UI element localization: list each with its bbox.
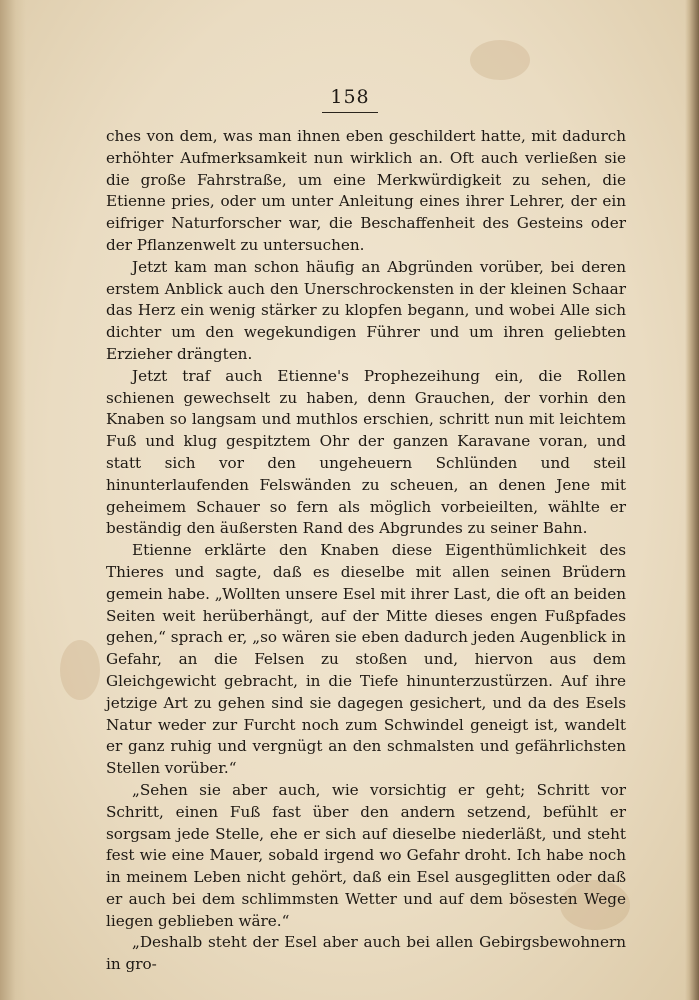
header-rule bbox=[322, 112, 378, 113]
page-edge-shadow bbox=[685, 0, 699, 1000]
paragraph: Etienne erklärte den Knaben diese Eigenthümlichkeit des Thieres und sagte, daß es dieselbe mit allen seinen Brüdern gemein habe. „Wollten unsere Esel mit ihrer Last, die oft an beiden Seiten weit herüberhängt, auf der Mitte dieses engen Fußpfades gehen,“ sprach er, „so wären sie eben dadurch jeden Augenblick in Gefahr, an die Felsen zu stoßen und, hiervon aus dem Gleichgewicht gebracht, in die Tiefe hinunterzustürzen. Auf ihre jetzige Art zu gehen sind sie dagegen gesichert, und da des Esels Natur weder zur Furcht noch zum Schwindel geneigt ist, wandelt er ganz ruhig und vergnügt an den schmalsten und gefährlichsten Stellen vorüber.“ bbox=[106, 541, 626, 778]
foxing-stain bbox=[60, 640, 100, 700]
foxing-stain bbox=[470, 40, 530, 80]
page-number: 158 bbox=[330, 86, 370, 108]
paragraph: ches von dem, was man ihnen eben geschildert hatte, mit dadurch erhöhter Aufmerksamkeit nun wirklich an. Oft auch verließen sie die große Fahrstraße, um eine Merkwürdigkeit zu sehen, die Etienne pries, oder um unter Anleitung eines ihrer Lehrer, der ein eifriger Naturforscher war, die Beschaffenheit des Gesteins oder der Pflanzenwelt zu untersuchen. bbox=[106, 127, 626, 254]
paragraph: „Sehen sie aber auch, wie vorsichtig er geht; Schritt vor Schritt, einen Fuß fast über den andern setzend, befühlt er sorgsam jede Stelle, ehe er sich auf dieselbe niederläßt, und steht fest wie eine Mauer, sobald irgend wo Gefahr droht. Ich habe noch in meinem Leben nicht gehört, daß ein Esel ausgeglitten oder daß er auch bei dem schlimmsten Wetter und auf dem bösesten Wege liegen geblieben wäre.“ bbox=[106, 780, 626, 930]
page-gutter-shadow bbox=[0, 0, 26, 1000]
paragraph: „Deshalb steht der Esel aber auch bei allen Gebirgsbewohnern in gro- bbox=[106, 933, 626, 974]
paragraph: Jetzt kam man schon häufig an Abgründen vorüber, bei deren erstem Anblick auch den Unerschrockensten in der kleinen Schaar das Herz ein wenig stärker zu klopfen begann, und wobei Alle sich dichter um den wegekundigen Führer und um ihren geliebten Erzieher drängten. bbox=[106, 257, 626, 363]
paragraph: Jetzt traf auch Etienne's Prophezeihung ein, die Rollen schienen gewechselt zu haben, denn Grauchen, der vorhin den Knaben so langsam und muthlos erschien, schritt nun mit leichtem Fuß und klug gespitztem Ohr der ganzen Karavane voran, und statt sich vor den ungeheuern Schlünden und steil hinunterlaufenden Felswänden zu scheuen, an denen Jene mit geheimem Schauer so fern als möglich vorbeieilten, wählte er beständig den äußersten Rand des Abgrundes zu seiner Bahn. bbox=[106, 366, 626, 538]
body-text bbox=[106, 126, 626, 976]
